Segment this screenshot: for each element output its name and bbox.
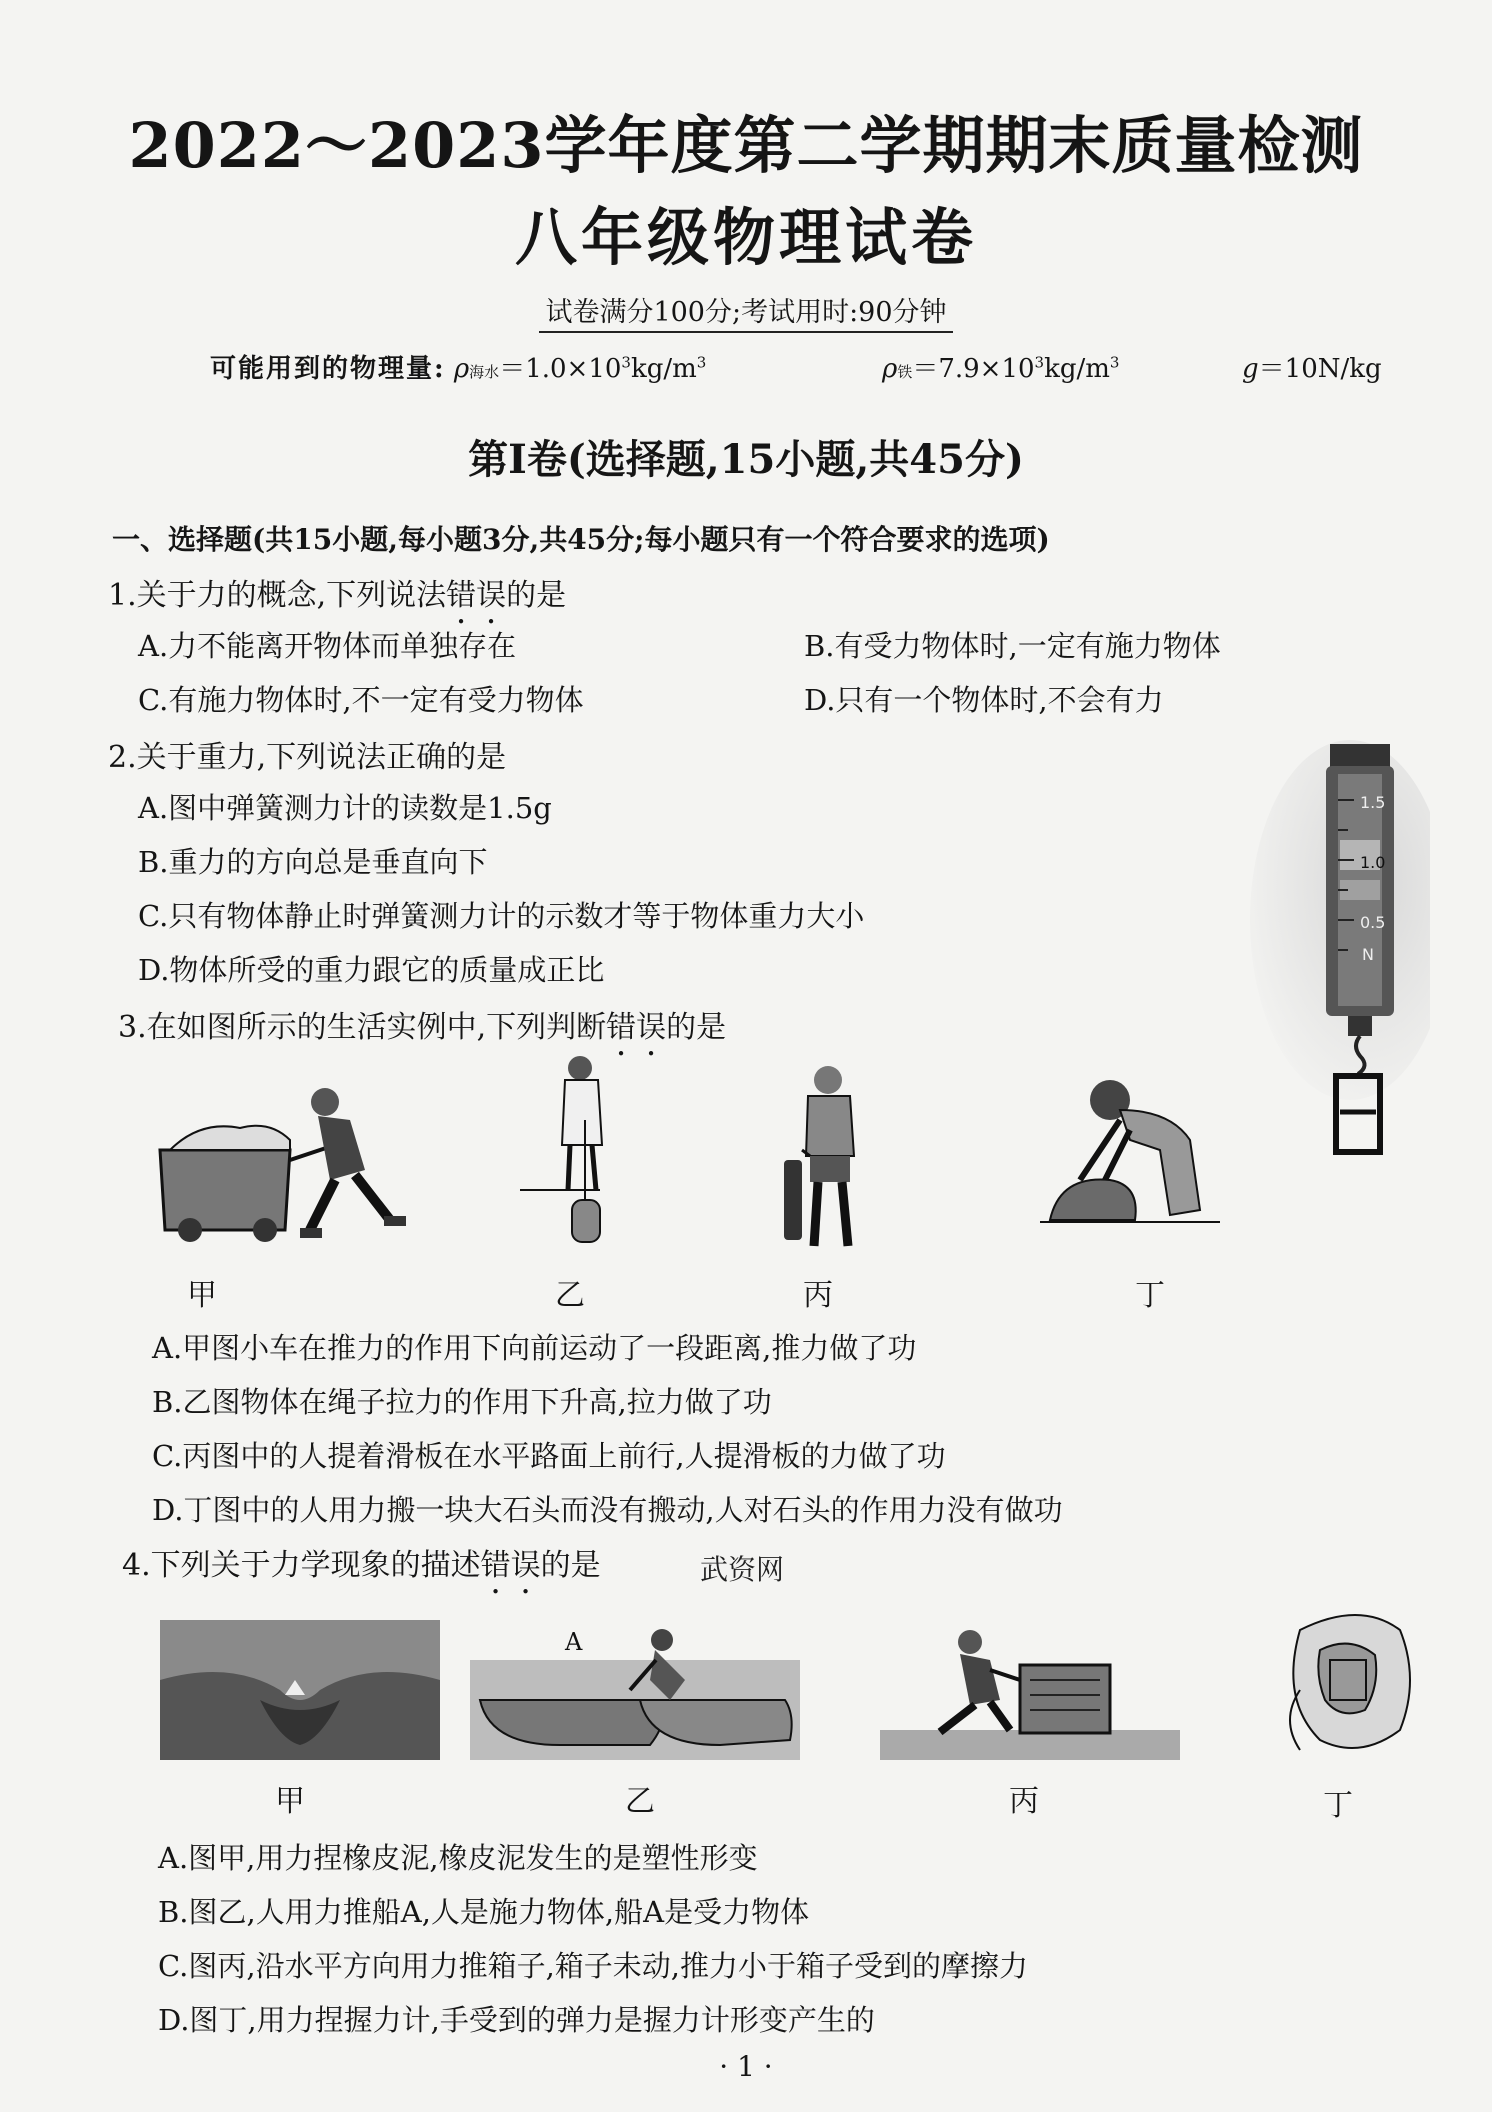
exam-info: 试卷满分100分;考试用时:90分钟 (0, 290, 1492, 329)
constant-seawater: ρ海水$=1.0\times 10^3kg/m^3$ (453, 353, 707, 384)
q4-caption-yi: 乙 (625, 1784, 655, 1819)
scale-label-0-5: 0.5 (1360, 913, 1386, 932)
q3-option-c: C.丙图中的人提着滑板在水平路面上前行,人提滑板的力做了功 (152, 1439, 946, 1473)
q3-option-b: B.乙图物体在绳子拉力的作用下升高,拉力做了功 (152, 1385, 772, 1419)
q1-option-a: A.力不能离开物体而单独存在 (138, 629, 517, 663)
constants-label: 可能用到的物理量: (210, 354, 446, 384)
q3-figure-rope-lift (520, 1050, 640, 1250)
exam-subtitle: 八年级物理试卷 (514, 201, 977, 274)
q2-option-a: A.图中弹簧测力计的读数是1.5g (138, 791, 552, 825)
question-3-stem: 3.在如图所示的生活实例中,下列判断错误的是 (118, 1010, 727, 1045)
q3-figure-cart (150, 1070, 430, 1250)
part-title: 第Ⅰ卷(选择题,15小题,共45分) (468, 436, 1024, 483)
q3-caption-ding: 丁 (1135, 1278, 1165, 1313)
q4-figure-clay (160, 1620, 440, 1760)
q1-option-b: B.有受力物体时,一定有施力物体 (804, 629, 1221, 663)
q1-option-c: C.有施力物体时,不一定有受力物体 (138, 683, 584, 717)
physical-constants (210, 348, 1382, 385)
q4-caption-bing: 丙 (1009, 1784, 1039, 1819)
q4-option-d: D.图丁,用力捏握力计,手受到的弹力是握力计形变产生的 (158, 2003, 875, 2037)
page-number: · 1 · (719, 2050, 773, 2083)
q3-caption-jia: 甲 (187, 1278, 217, 1313)
spring-scale-figure (1230, 740, 1430, 1160)
section-title: 一、选择题(共15小题,每小题3分,共45分;每小题只有一个符合要求的选项) (112, 523, 1050, 556)
q3-figure-skateboard-walk (770, 1060, 880, 1260)
q2-option-b: B.重力的方向总是垂直向下 (138, 845, 488, 879)
constant-iron: ρ铁$=7.9\times 10^3kg/m^3$ (882, 353, 1120, 384)
question-2-stem: 2.关于重力,下列说法正确的是 (108, 740, 507, 775)
q4-option-c: C.图丙,沿水平方向用力推箱子,箱子未动,推力小于箱子受到的摩擦力 (158, 1949, 1029, 1983)
q3-caption-yi: 乙 (555, 1278, 585, 1313)
watermark: 武资网 (700, 1553, 785, 1586)
q4-figure-grip-meter (1260, 1590, 1430, 1770)
boat-label-a: A (565, 1628, 583, 1656)
q3-figure-lifting-rock (1020, 1070, 1230, 1250)
q3-option-a: A.甲图小车在推力的作用下向前运动了一段距离,推力做了功 (152, 1331, 917, 1365)
q4-caption-ding: 丁 (1323, 1788, 1353, 1823)
question-1-stem: 1.关于力的概念,下列说法错误的是 (108, 578, 567, 613)
q2-option-c: C.只有物体静止时弹簧测力计的示数才等于物体重力大小 (138, 899, 865, 933)
q4-option-a: A.图甲,用力捏橡皮泥,橡皮泥发生的是塑性形变 (158, 1841, 758, 1875)
exam-title: 2022～2023学年度第二学期期末质量检测 (128, 109, 1364, 182)
q1-option-d: D.只有一个物体时,不会有力 (804, 683, 1164, 717)
scale-label-1-0: 1.0 (1360, 853, 1386, 872)
question-4-stem: 4.下列关于力学现象的描述错误的是 (122, 1548, 601, 1583)
q4-caption-jia: 甲 (275, 1784, 305, 1819)
scale-label-unit: N (1362, 945, 1374, 964)
q4-option-b: B.图乙,人用力推船A,人是施力物体,船A是受力物体 (158, 1895, 810, 1929)
q3-option-d: D.丁图中的人用力搬一块大石头而没有搬动,人对石头的作用力没有做功 (152, 1493, 1063, 1527)
scale-label-1-5: 1.5 (1360, 793, 1386, 812)
constant-gravity: g＝10N/kg (1242, 354, 1382, 384)
q3-caption-bing: 丙 (803, 1278, 833, 1313)
q4-figure-push-box (880, 1620, 1180, 1760)
q4-figure-boat (470, 1620, 800, 1760)
q2-option-d: D.物体所受的重力跟它的质量成正比 (138, 953, 605, 987)
